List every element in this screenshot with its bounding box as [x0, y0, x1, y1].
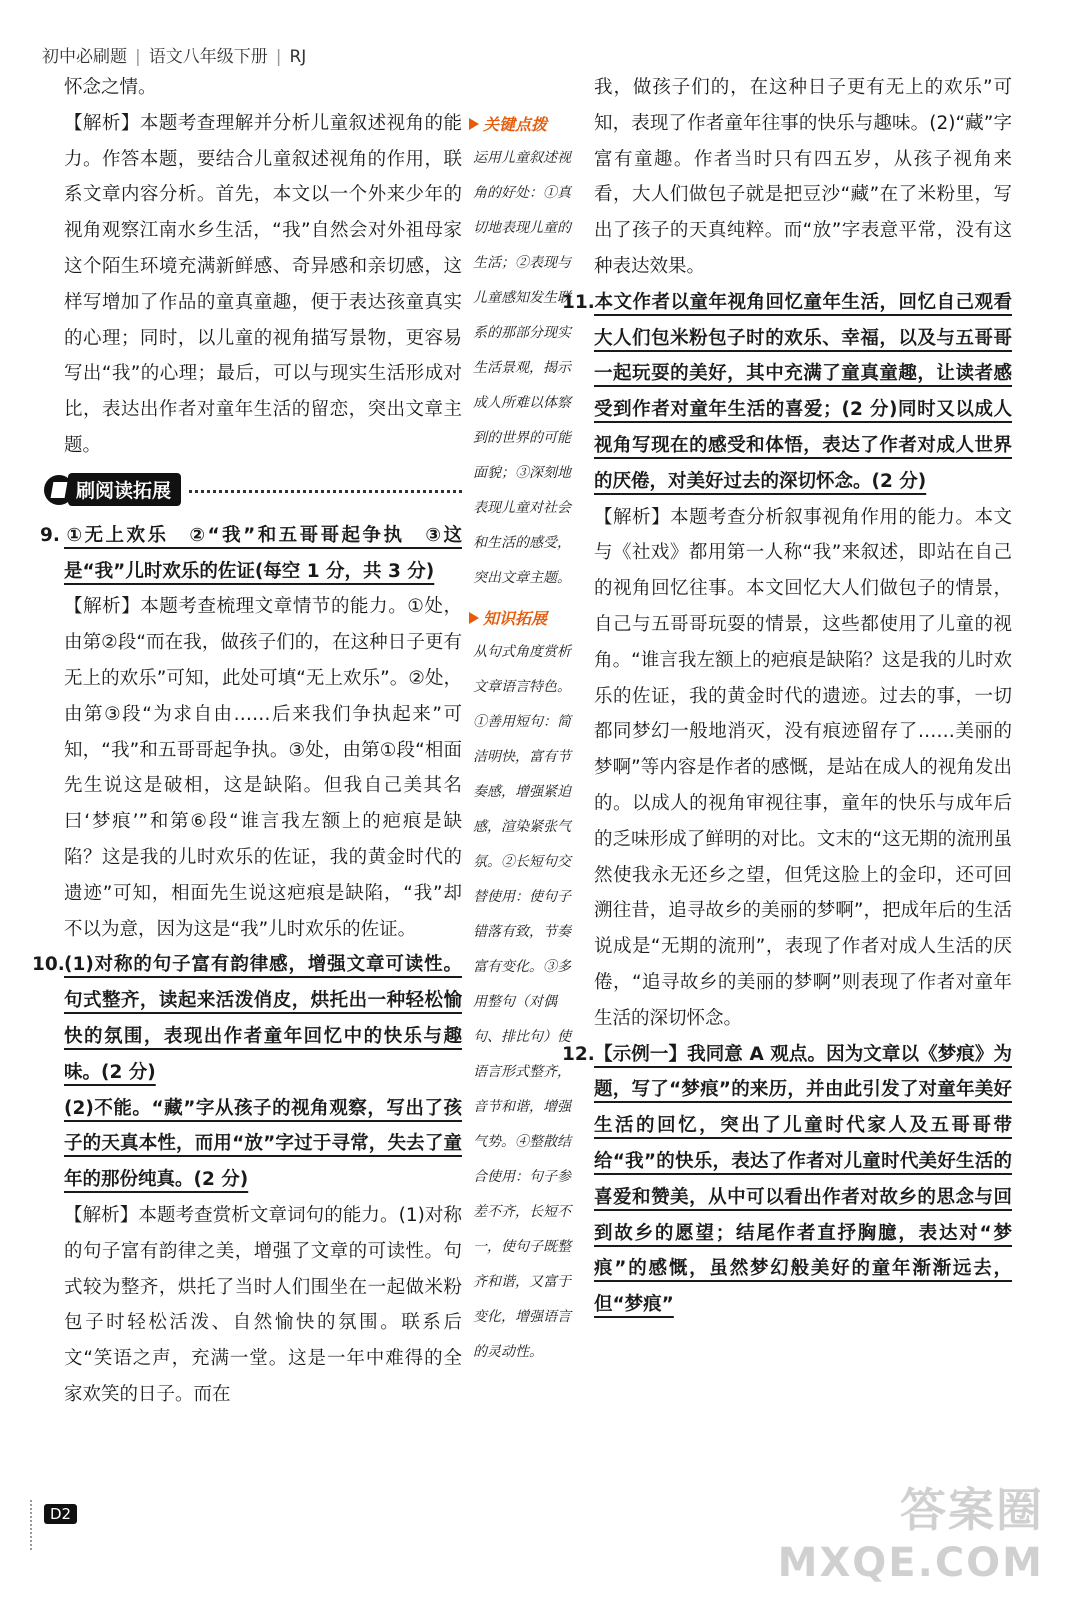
page-number: D2	[44, 1504, 77, 1524]
edition-label: RJ	[289, 47, 307, 67]
key-points-text: 运用儿童叙述视角的好处：①真切地表现儿童的生活；②表现与儿童感知发生联系的那部分现实生活景观，揭示成人所难以体察到的世界的可能面貌；③深刻地表现儿童对社会和生活的感受，突出文章主题。	[473, 150, 571, 586]
q11-answer-text: 本文作者以童年视角回忆童年生活，回忆自己观看大人们包米粉包子时的欢乐、幸福，以及与五哥哥一起玩耍的美好，其中充满了童真童趣，让读者感受到作者对童年生活的喜爱；(2 分)同时又以成人视角写现在的感受和体悟，表达了作者对成人世界的厌倦，对美好过去的深切怀念。(2 分)	[594, 291, 1012, 492]
book-icon	[44, 475, 74, 505]
q11-explanation: 【解析】本题考查分析叙事视角作用的能力。本文与《社戏》都用第一人称“我”来叙述，即站在自己的视角回忆往事。本文回忆大人们做包子的情景，自己与五哥哥玩耍的情景，这些都使用了儿童的视角。“谁言我左额上的疤痕是缺陷？这是我的儿时欢乐的佐证，我的黄金时代的遗迹。过去的事，一切都同梦幻一般地消灭，没有痕迹留存了……美丽的梦啊”等内容是作者的感慨，是站在成人的视角发出的。以成人的视角审视往事，童年的快乐与成年后的乏味形成了鲜明的对比。文末的“这无期的流刑虽然使我永无还乡之望，但凭这脸上的金印，还可回溯往昔，追寻故乡的美丽的梦啊”，把成年后的生活说成是“无期的流刑”，表现了作者对成人生活的厌倦，“追寻故乡的美丽的梦啊”则表现了作者对童年生活的深切怀念。	[594, 506, 1012, 1029]
q11-answer	[562, 285, 1012, 500]
key-points-label: 关键点拨	[483, 115, 548, 134]
knowledge-title	[469, 606, 583, 629]
book-title: 初中必刷题	[42, 47, 127, 67]
left-column	[32, 70, 462, 1413]
triangle-icon	[469, 118, 479, 130]
q10-answer-1	[32, 947, 462, 1090]
key-points-title	[469, 112, 583, 135]
q9-explanation: 【解析】本题考查梳理文章情节的能力。①处，由第②段“而在我，做孩子们的，在这种日子更有无上的欢乐”可知，此处可填“无上欢乐”。②处，由第③段“为求自由……后来我们争执起来”可知，“我”和五哥哥起争执。③处，由第①段“相面先生说这是破相，这是缺陷。但我自己美其名曰‘梦痕’”和第⑥段“谁言我左额上的疤痕是缺陷？这是我的儿时欢乐的佐证，我的黄金时代的遗迹”可知，相面先生说这疤痕是缺陷，“我”却不以为意，因为这是“我”儿时欢乐的佐证。	[64, 596, 462, 940]
q9-number: 9.	[40, 524, 60, 546]
q12-answer-text: 【示例一】我同意 A 观点。因为文章以《梦痕》为题，写了“梦痕”的来历，并由此引发了对童年美好生活的回忆，突出了儿童时代家人及五哥哥带给“我”的快乐，表达了作者对儿童时代美好生活的喜爱和赞美，从中可以看出作者对故乡的思念与回到故乡的愿望；结尾作者直抒胸臆，表达对“梦痕”的感慨，虽然梦幻般美好的童年渐渐远去，但“梦痕”	[594, 1043, 1012, 1316]
left-explanation: 【解析】本题考查理解并分析儿童叙述视角的能力。作答本题，要结合儿童叙述视角的作用，联系文章内容分析。首先，本文以一个外来少年的视角观察江南水乡生活，“我”自然会对外祖母家这个陌生环境充满新鲜感、奇异感和亲切感，这样写增加了作品的童真童趣，便于表达孩童真实的心理；同时，以儿童的视角描写景物，更容易写出“我”的心理；最后，可以与现实生活形成对比，表达出作者对童年生活的留恋，突出文章主题。	[64, 112, 462, 456]
page-header: 初中必刷题 | 语文八年级下册 | RJ	[42, 47, 307, 67]
right-p0: 我，做孩子们的，在这种日子更有无上的欢乐”可知，表现了作者童年往事的快乐与趣味。(2)“藏”字富有童趣。作者当时只有四五岁，从孩子视角来看，大人们做包子就是把豆沙“藏”在了米粉里，写出了孩子的天真纯粹。而“放”字表意平常，没有这种表达效果。	[594, 77, 1012, 277]
right-column	[562, 70, 1012, 1323]
q9-answer	[40, 518, 462, 590]
subject-title: 语文八年级下册	[148, 47, 268, 67]
knowledge-text: 从句式角度赏析文章语言特色。①善用短句：简洁明快，富有节奏感，增强紧迫感，渲染紧张气氛。②长短句交替使用：使句子错落有致，节奏富有变化。③多用整句（对偶句、排比句）使语言形式整齐，音节和谐，增强气势。④整散结合使用：句子参差不齐，长短不一，使句子既整齐和谐，又富于变化，增强语言的灵动性。	[473, 644, 571, 1360]
q10-answer-1-text: (1)对称的句子富有韵律感，增强文章可读性。句式整齐，读起来活泼俏皮，烘托出一种轻松愉快的氛围，表现出作者童年回忆中的快乐与趣味。(2 分)	[64, 954, 462, 1083]
section-banner	[44, 472, 462, 508]
watermark-bottom: MXQE.COM	[777, 1540, 1044, 1586]
footer-divider	[30, 1500, 32, 1550]
triangle-icon	[469, 612, 479, 624]
watermark-top: 答案圈	[900, 1483, 1044, 1537]
q10-answer-2-text: (2)不能。“藏”字从孩子的视角观察，写出了孩子的天真本性，而用“放”字过于寻常，失去了童年的那份纯真。(2 分)	[64, 1097, 462, 1191]
banner-title: 刷阅读拓展	[68, 473, 181, 506]
q10-explanation: 【解析】本题考查赏析文章词句的能力。(1)对称的句子富有韵律之美，增强了文章的可读性。句式较为整齐，烘托了当时人们围坐在一起做米粉包子时轻松活泼、自然愉快的氛围。联系后文“笑语之声，充满一堂。这是一年中难得的全家欢笑的日子。而在	[64, 1204, 462, 1405]
q10-answer-2	[64, 1091, 462, 1198]
q9-answer-text: ①无上欢乐 ②“我”和五哥哥起争执 ③这是“我”儿时欢乐的佐证(每空 1 分，共 3 分)	[64, 524, 462, 582]
knowledge-label: 知识拓展	[483, 609, 548, 628]
q10-number: 10.	[32, 954, 65, 976]
q12-answer	[562, 1037, 1012, 1323]
q11-number: 11.	[562, 291, 595, 313]
watermark-logo	[778, 1474, 1044, 1586]
banner-divider	[189, 490, 462, 493]
left-p0: 怀念之情。	[64, 77, 157, 98]
q12-number: 12.	[562, 1043, 595, 1065]
